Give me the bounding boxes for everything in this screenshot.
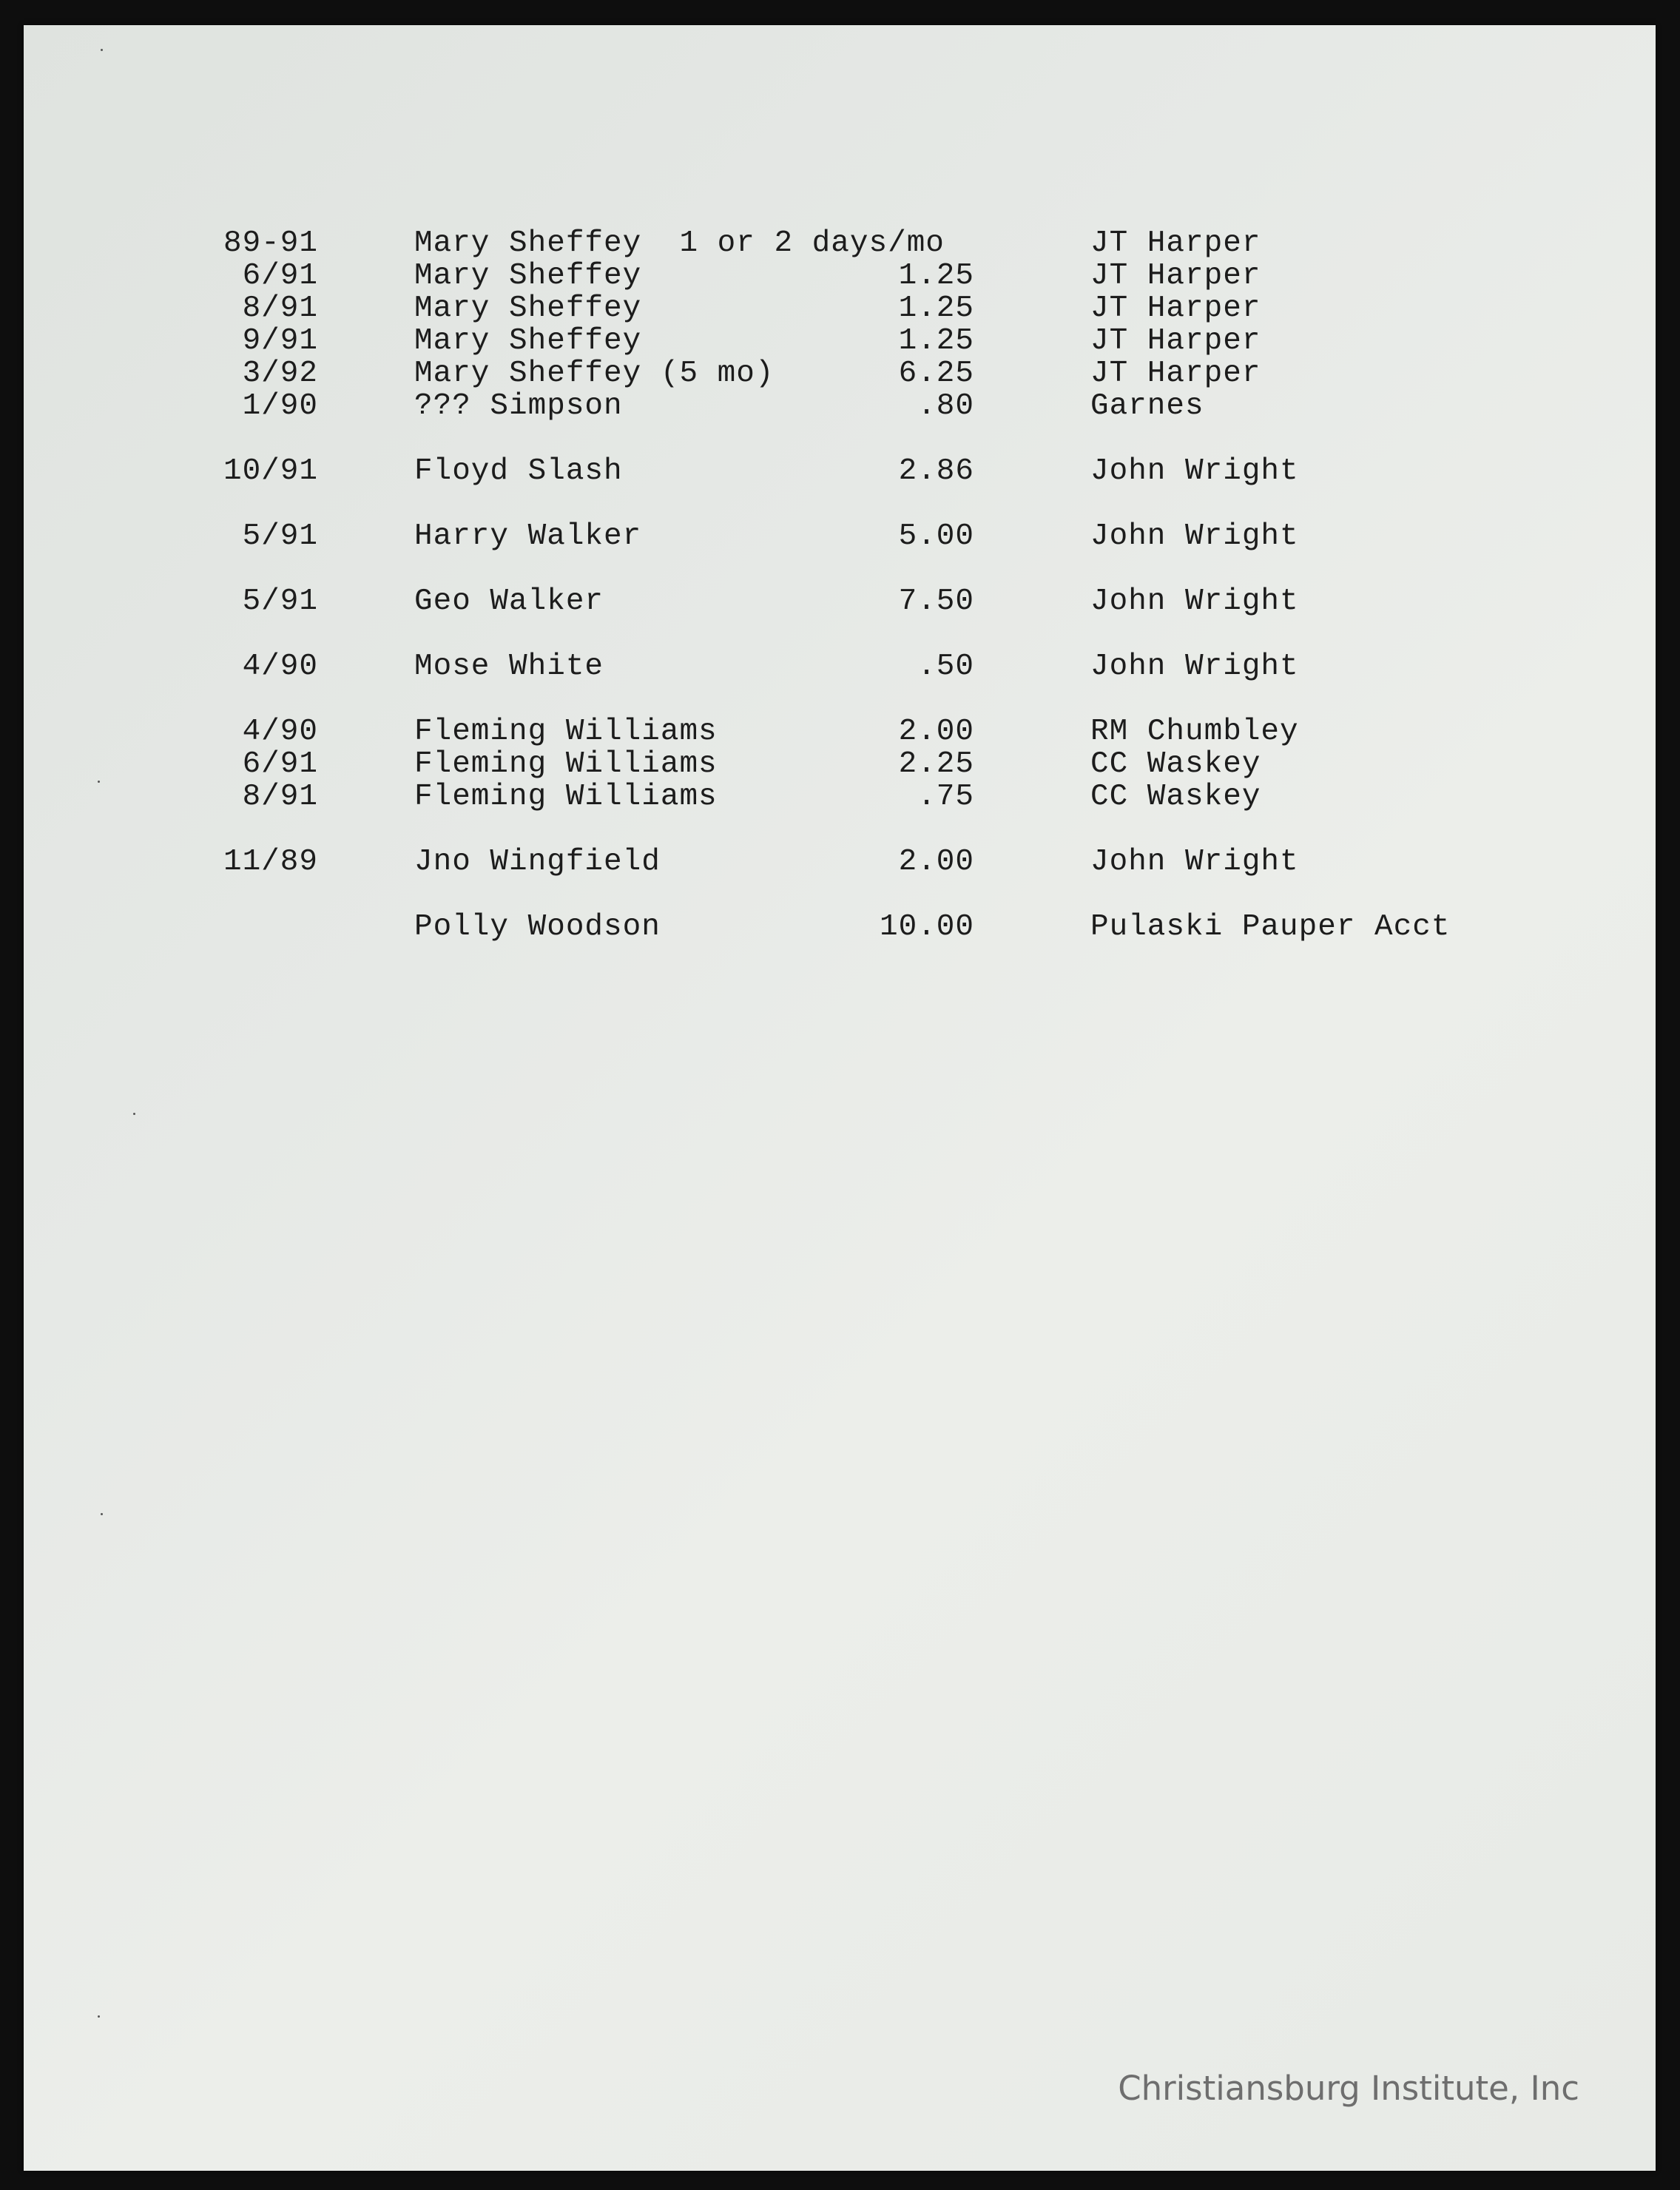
watermark-text: Christiansburg Institute, Inc — [1118, 2069, 1579, 2108]
row-date: 5/91 — [242, 519, 318, 553]
row-name: Fleming Williams — [414, 715, 718, 749]
ledger-row — [24, 911, 1656, 943]
row-date: 6/91 — [242, 747, 318, 781]
paper-speck — [98, 2015, 100, 2018]
row-name: Mary Sheffey (5 mo) — [414, 357, 775, 391]
row-name: Fleming Williams — [414, 747, 718, 781]
paper-speck — [98, 781, 100, 783]
paper-speck — [133, 1113, 135, 1115]
row-amount: 10.00 — [879, 910, 974, 944]
row-amount: 1.25 — [898, 324, 974, 358]
ledger-row — [24, 650, 1656, 683]
row-name: Geo Walker — [414, 584, 604, 619]
row-date: 9/91 — [242, 324, 318, 358]
row-name: Floyd Slash — [414, 454, 623, 488]
row-name: Mary Sheffey — [414, 259, 642, 293]
ledger-row — [24, 455, 1656, 488]
row-amount: 2.25 — [898, 747, 974, 781]
row-date: 3/92 — [242, 357, 318, 391]
row-name: Polly Woodson — [414, 910, 661, 944]
row-payer: John Wright — [1090, 454, 1299, 488]
row-name: Harry Walker — [414, 519, 642, 553]
row-amount: 1.25 — [898, 292, 974, 326]
row-amount: 2.00 — [898, 845, 974, 879]
row-amount: .75 — [917, 780, 974, 814]
row-date: 6/91 — [242, 259, 318, 293]
row-payer: John Wright — [1090, 650, 1299, 684]
ledger-row — [24, 390, 1656, 422]
row-date: 8/91 — [242, 780, 318, 814]
row-payer: JT Harper — [1090, 357, 1261, 391]
row-payer: Pulaski Pauper Acct — [1090, 910, 1451, 944]
row-name: Fleming Williams — [414, 780, 718, 814]
ledger-row — [24, 260, 1656, 292]
row-date: 5/91 — [242, 584, 318, 619]
paper-sheet — [24, 25, 1656, 2171]
ledger-row — [24, 748, 1656, 781]
row-payer: JT Harper — [1090, 226, 1261, 260]
row-amount: 5.00 — [898, 519, 974, 553]
ledger-row — [24, 357, 1656, 390]
row-name: Jno Wingfield — [414, 845, 661, 879]
paper-speck — [101, 1513, 103, 1515]
ledger-row — [24, 292, 1656, 325]
row-name: Mary Sheffey 1 or 2 days/mo — [414, 226, 945, 260]
row-payer: CC Waskey — [1090, 780, 1261, 814]
row-date: 1/90 — [242, 389, 318, 423]
ledger-row — [24, 325, 1656, 357]
row-name: Mary Sheffey — [414, 324, 642, 358]
row-amount: .50 — [917, 650, 974, 684]
row-date: 10/91 — [223, 454, 318, 488]
ledger-row — [24, 715, 1656, 748]
row-amount: .80 — [917, 389, 974, 423]
ledger-table — [24, 25, 1656, 2171]
ledger-row — [24, 520, 1656, 553]
row-amount: 2.86 — [898, 454, 974, 488]
row-payer: RM Chumbley — [1090, 715, 1299, 749]
row-payer: John Wright — [1090, 845, 1299, 879]
row-payer: CC Waskey — [1090, 747, 1261, 781]
row-amount: 7.50 — [898, 584, 974, 619]
row-name: Mary Sheffey — [414, 292, 642, 326]
row-amount: 2.00 — [898, 715, 974, 749]
row-payer: JT Harper — [1090, 324, 1261, 358]
row-payer: John Wright — [1090, 519, 1299, 553]
row-date: 4/90 — [242, 650, 318, 684]
row-name: ??? Simpson — [414, 389, 623, 423]
paper-speck — [101, 49, 103, 51]
row-amount: 6.25 — [898, 357, 974, 391]
row-payer: JT Harper — [1090, 259, 1261, 293]
row-payer: Garnes — [1090, 389, 1204, 423]
row-date: 8/91 — [242, 292, 318, 326]
row-date: 11/89 — [223, 845, 318, 879]
ledger-row — [24, 781, 1656, 813]
row-date: 89-91 — [223, 226, 318, 260]
row-amount: 1.25 — [898, 259, 974, 293]
row-date: 4/90 — [242, 715, 318, 749]
row-payer: JT Harper — [1090, 292, 1261, 326]
row-name: Mose White — [414, 650, 604, 684]
ledger-row — [24, 585, 1656, 618]
row-payer: John Wright — [1090, 584, 1299, 619]
ledger-row — [24, 846, 1656, 878]
ledger-row — [24, 227, 1656, 260]
